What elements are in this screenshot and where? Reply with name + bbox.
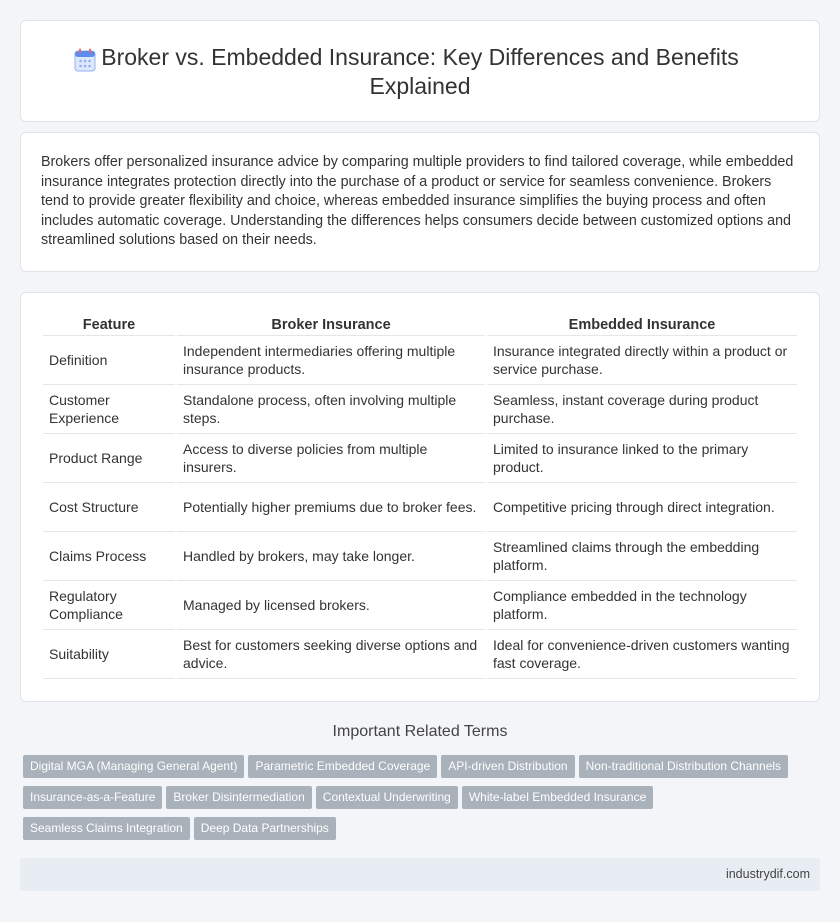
broker-cell: Standalone process, often involving multiple steps. [177,385,485,434]
comparison-table [41,315,799,679]
table-row [43,483,797,532]
feature-cell: Suitability [43,630,175,679]
embedded-cell: Seamless, instant coverage during product purchase. [487,385,797,434]
column-header-embedded: Embedded Insurance [487,315,797,336]
embedded-cell: Ideal for convenience-driven customers wanting fast coverage. [487,630,797,679]
footer [20,858,820,891]
broker-cell: Independent intermediaries offering multiple insurance products. [177,336,485,385]
related-term-tag[interactable]: Digital MGA (Managing General Agent) [23,755,244,778]
header-card [20,20,820,122]
table-row [43,434,797,483]
page-title: Broker vs. Embedded Insurance: Key Differences and Benefits Explained [101,44,739,99]
related-term-tag[interactable]: API-driven Distribution [441,755,574,778]
table-row [43,336,797,385]
table-row [43,532,797,581]
related-terms-list [23,755,813,848]
related-term-tag[interactable]: Broker Disintermediation [166,786,311,809]
table-row [43,581,797,630]
feature-cell: Definition [43,336,175,385]
related-term-tag[interactable]: Insurance-as-a-Feature [23,786,162,809]
comparison-table-card [20,292,820,702]
feature-cell: Regulatory Compliance [43,581,175,630]
table-header-row [43,315,797,336]
column-header-broker: Broker Insurance [177,315,485,336]
broker-cell: Access to diverse policies from multiple insurers. [177,434,485,483]
footer-site-link[interactable]: industrydif.com [725,867,810,881]
calendar-icon [74,48,96,72]
embedded-cell: Competitive pricing through direct integration. [487,483,797,532]
related-term-tag[interactable]: Non-traditional Distribution Channels [579,755,788,778]
title-wrap [21,43,819,101]
related-term-tag[interactable]: Contextual Underwriting [316,786,458,809]
embedded-cell: Insurance integrated directly within a product or service purchase. [487,336,797,385]
broker-cell: Managed by licensed brokers. [177,581,485,630]
related-term-tag[interactable]: White-label Embedded Insurance [462,786,653,809]
feature-cell: Cost Structure [43,483,175,532]
intro-paragraph: Brokers offer personalized insurance advice by comparing multiple providers to find tailored coverage, while embedded insurance integrates protection directly into the purchase of a product or service for seamless convenience. Brokers tend to provide greater flexibility and choice, whereas embedded insurance simplifies the buying process and often includes automatic coverage. Understanding the differences helps consumers decide between customized options and streamlined solutions based on their needs. [41,154,794,249]
related-term-tag[interactable]: Deep Data Partnerships [194,817,336,840]
table-row [43,385,797,434]
broker-cell: Handled by brokers, may take longer. [177,532,485,581]
embedded-cell: Limited to insurance linked to the primary product. [487,434,797,483]
embedded-cell: Compliance embedded in the technology platform. [487,581,797,630]
feature-cell: Customer Experience [43,385,175,434]
feature-cell: Claims Process [43,532,175,581]
embedded-cell: Streamlined claims through the embedding platform. [487,532,797,581]
column-header-feature: Feature [43,315,175,336]
broker-cell: Potentially higher premiums due to broker fees. [177,483,485,532]
broker-cell: Best for customers seeking diverse options and advice. [177,630,485,679]
table-row [43,630,797,679]
feature-cell: Product Range [43,434,175,483]
intro-card [20,132,820,272]
related-terms-heading: Important Related Terms [332,723,508,740]
related-term-tag[interactable]: Seamless Claims Integration [23,817,190,840]
related-term-tag[interactable]: Parametric Embedded Coverage [248,755,437,778]
